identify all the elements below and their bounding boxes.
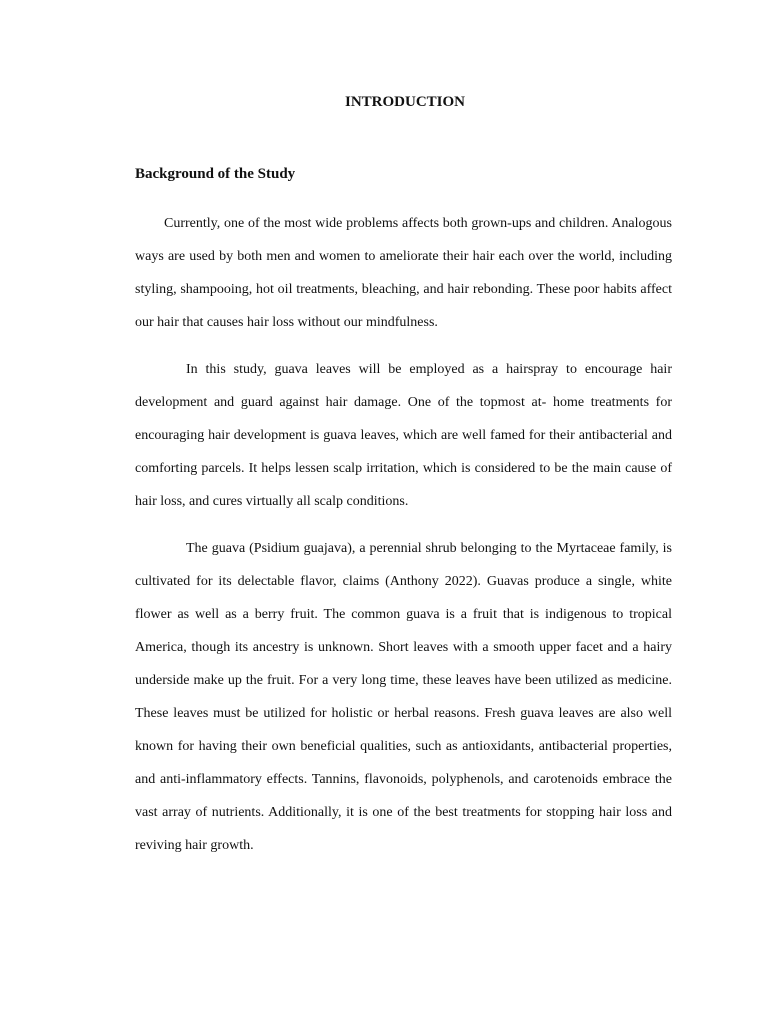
paragraph-3: The guava (Psidium guajava), a perennial shrub belonging to the Myrtaceae family, is cultivated for its delectable flavor, claims (Anthony 2022). Guavas produce a single, white flower as well as a berry fruit. The common guava is a fruit that is indigenous to tropical America, though its ancestry is unknown. Short leaves with a smooth upper facet and a hairy underside make up the fruit. For a very long time, these leaves have been utilized as medicine. These leaves must be utilized for holistic or herbal reasons. Fresh guava leaves are also well known for having their own beneficial qualities, such as antioxidants, antibacterial properties, and anti-inflammatory effects. Tannins, flavonoids, polyphenols, and carotenoids embrace the vast array of nutrients. Additionally, it is one of the best treatments for stopping hair loss and reviving hair growth.: [135, 541, 672, 853]
paragraph-2: In this study, guava leaves will be employed as a hairspray to encourage hair development and guard against hair damage. One of the topmost at- home treatments for encouraging hair development is guava leaves, which are well famed for their antibacterial and comforting parcels. It helps lessen scalp irritation, which is considered to be the main cause of hair loss, and cures virtually all scalp conditions.: [135, 362, 672, 509]
section-heading: Background of the Study: [135, 166, 296, 182]
page-title: INTRODUCTION: [344, 94, 465, 110]
paragraph-1: Currently, one of the most wide problems affects both grown-ups and children. Analogous ways are used by both men and women to ameliorate their hair each over the world, including styling, shampooing, hot oil treatments, bleaching, and hair rebonding. These poor habits affect our hair that causes hair loss without our mindfulness.: [135, 216, 672, 330]
